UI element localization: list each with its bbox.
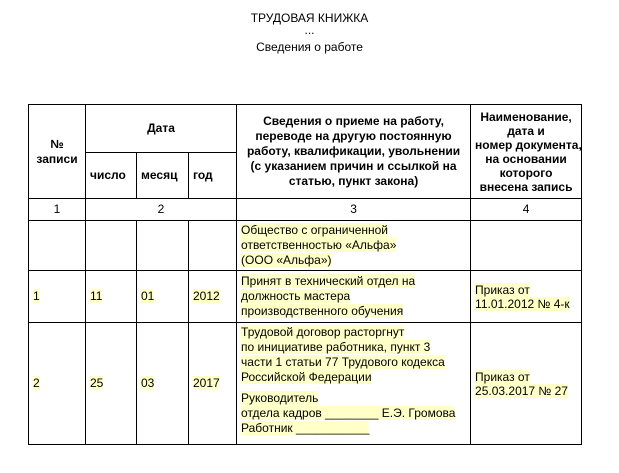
document-cell [471, 221, 582, 271]
record-number-cell [29, 221, 86, 271]
header-month: месяц [137, 153, 189, 199]
work-info-line: Общество с ограниченной [241, 223, 389, 237]
header-line: Сведения о приеме на работу, [263, 114, 444, 128]
record-number-cell [29, 323, 86, 445]
table-row [29, 323, 582, 445]
day-cell [86, 323, 137, 445]
header-day: число [86, 153, 137, 199]
header-line: которого [499, 165, 553, 180]
header-line: номер документа, [475, 137, 582, 152]
header-line: записи [36, 151, 78, 166]
document-line: Приказ от [475, 369, 530, 384]
column-numbers-row [29, 199, 582, 221]
header-line: статью, пункт закона) [288, 174, 419, 188]
day-cell [86, 221, 137, 271]
signature-line: Руководитель [241, 391, 319, 405]
month-cell [137, 323, 189, 445]
header-record-number [29, 105, 86, 199]
year-cell [189, 221, 237, 271]
header-year: год [189, 153, 237, 199]
work-info-line: производственного обучения [241, 304, 404, 318]
header-work-info [237, 105, 471, 199]
signature-line: Работник ___________ [241, 421, 370, 435]
document-cell [471, 323, 582, 445]
header-line: № [50, 136, 64, 151]
work-info-line: Российской Федерации [241, 370, 372, 384]
header-line: внесена запись [479, 179, 573, 194]
column-number-3: 3 [237, 199, 471, 221]
document-line: 25.03.2017 № 27 [475, 383, 568, 398]
column-number-2: 2 [86, 199, 237, 221]
table-row [29, 221, 582, 271]
signature-line: отдела кадров ________ Е.Э. Громова [241, 406, 456, 420]
work-record-table [28, 104, 582, 445]
day-value: 11 [90, 289, 103, 303]
header-line: переводе на другую постоянную [255, 129, 452, 143]
column-number-4: 4 [471, 199, 582, 221]
day-value: 25 [90, 376, 104, 390]
month-cell [137, 271, 189, 323]
header-line: (с указанием причин и ссылкой на [250, 159, 457, 173]
year-cell [189, 271, 237, 323]
document-line: 11.01.2012 № 4-к [475, 296, 570, 311]
work-info-line: Трудовой договор расторгнут [241, 325, 405, 339]
work-info-cell [237, 323, 471, 445]
record-number: 1 [33, 289, 40, 303]
table-row [29, 271, 582, 323]
work-info-line: по инициативе работника, пункт 3 [241, 340, 431, 354]
day-cell [86, 271, 137, 323]
work-info-line: части 1 статьи 77 Трудового кодекса [241, 355, 445, 369]
work-info-cell [237, 271, 471, 323]
month-value: 03 [141, 376, 155, 390]
document-cell [471, 271, 582, 323]
header-row [29, 105, 582, 153]
section-title: Сведения о работе [256, 40, 363, 54]
column-number-1: 1 [29, 199, 86, 221]
header-date: Дата [86, 105, 237, 153]
year-value: 2017 [193, 376, 220, 390]
work-info-line: (ООО «Альфа») [241, 253, 332, 267]
work-info-line: ответственностью «Альфа» [241, 238, 397, 252]
record-number: 2 [33, 376, 40, 390]
work-info-cell [237, 221, 471, 271]
document-line: Приказ от [475, 282, 530, 297]
header-line: на основании [485, 151, 567, 166]
work-info-line: Принят в технический отдел на [241, 274, 416, 288]
header-line: дата и [507, 123, 545, 138]
header-line: Наименование, [480, 109, 572, 124]
year-value: 2012 [193, 289, 220, 303]
year-cell [189, 323, 237, 445]
header-document [471, 105, 582, 199]
document-title: ТРУДОВАЯ КНИЖКА [250, 11, 369, 25]
work-info-line: должность мастера [241, 289, 351, 303]
omission-ellipsis: ... [304, 23, 315, 37]
record-number-cell [29, 271, 86, 323]
month-cell [137, 221, 189, 271]
header-line: работу, квалификации, увольнении [246, 144, 461, 158]
month-value: 01 [141, 289, 155, 303]
